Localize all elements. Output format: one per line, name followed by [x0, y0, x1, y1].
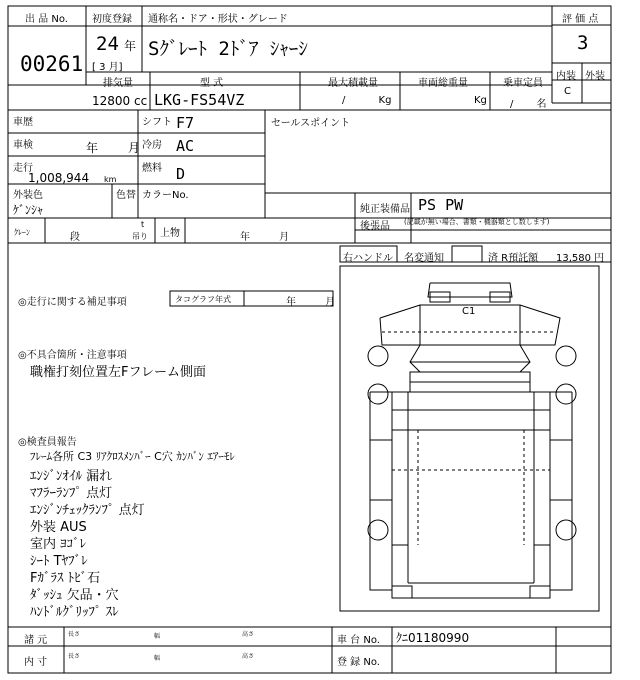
fuel-value: D [176, 165, 186, 183]
interior-height-label: 高さ [242, 653, 255, 660]
inspector-note: Fｶﾞﾗｽ ﾄﾋﾞ石 [30, 571, 101, 586]
tachograph-label: タコグラフ年式 [175, 295, 231, 304]
crane-stages: 段 [70, 232, 80, 243]
interior-length-label: 長さ [68, 653, 81, 660]
color-change-label: 色替 [116, 190, 136, 201]
grade-value: Sｸﾞﾚｰﾄ 2ﾄﾞｱ ｼｬｰｼ [148, 38, 308, 60]
mileage-unit: km [104, 175, 117, 184]
inspector-note: ｼｰﾄ Tﾔﾌﾞﾚ [30, 554, 88, 569]
grade-label: 通称名・ドア・形状・グレード [148, 14, 288, 25]
score-label: 評 価 点 [562, 14, 599, 25]
dims-label: 諸 元 [24, 635, 48, 646]
crane-label: ｸﾚｰﾝ [14, 228, 30, 237]
lot-no: 00261 [20, 52, 84, 76]
score-value: 3 [577, 32, 589, 54]
inspection-label: 車検 [13, 140, 33, 151]
aftermarket-note: (記載が無い場合、書類・機器類とし数します) [404, 218, 550, 226]
equipment-label: 純正装備品 [360, 204, 410, 215]
ac-value: AC [176, 137, 195, 155]
capacity: / 名 [510, 99, 547, 110]
max-load-label: 最大積載量 [328, 78, 378, 89]
chassis-value: ｸﾆ01180990 [396, 631, 470, 645]
exterior-score-label: 外装 [585, 71, 605, 82]
sales-point-label: セールスポイント [271, 118, 351, 129]
recycle-label: 済 R預託額 [488, 253, 539, 264]
mileage: 1,008,944 [28, 171, 90, 185]
displacement-label: 排気量 [103, 78, 133, 89]
model-label: 型 式 [200, 78, 224, 89]
registration-year: 24 [96, 33, 119, 55]
color-code-label: カラーNo. [142, 190, 189, 201]
defect-note: 職権打刻位置左Fフレーム側面 [30, 365, 206, 380]
length-label: 長さ [68, 631, 81, 638]
gross-weight: Kg [474, 95, 487, 106]
inspection-value: 年 月 [86, 141, 140, 155]
body-label: 上物 [160, 228, 180, 239]
inspector-title: ◎検査員報告 [18, 437, 77, 448]
tachograph-value: 年 月 [286, 297, 336, 308]
body-value: 年 月 [240, 232, 290, 243]
capacity-label: 乗車定員 [503, 78, 543, 89]
history-label: 車歴 [13, 117, 33, 128]
interior-dims-label: 内 寸 [24, 657, 48, 668]
fuel-label: 燃料 [142, 163, 162, 174]
shift-label: シフト [142, 117, 172, 128]
registration-no-label: 登 録 No. [337, 657, 380, 668]
width-label: 幅 [154, 633, 161, 640]
inspector-note: 室内 ﾖｺﾞﾚ [30, 537, 87, 552]
ac-label: 冷房 [142, 140, 162, 151]
lot-no-label: 出 品 No. [25, 14, 68, 25]
crane-suspend: 吊り [132, 232, 148, 241]
aftermarket-label: 後張品 [360, 221, 390, 232]
inspector-note: ﾌﾚｰﾑ各所 C3 ﾘｱｸﾛｽﾒﾝﾊﾞｰ C穴 ｶﾝﾊﾞﾝ ｴｱｰﾓﾚ [30, 450, 235, 463]
ext-color-label: 外装色 [13, 190, 43, 201]
inspector-note: ﾏﾌﾗｰﾗﾝﾌﾟ 点灯 [30, 486, 113, 501]
interior-score-label: 内装 [556, 71, 576, 82]
model-value: LKG-FS54VZ [154, 91, 245, 109]
inspector-note: ﾀﾞｯｼｭ 欠品・穴 [30, 588, 119, 603]
equipment-value: PS PW [418, 196, 464, 214]
first-registration-label: 初度登録 [92, 14, 132, 25]
defects-title: ◎不具合箇所・注意事項 [18, 350, 127, 361]
mileage-label: 走行 [13, 163, 33, 174]
name-change-label: 名変通知 [404, 253, 444, 264]
displacement: 12800 cc [92, 94, 148, 108]
inspector-note: ｴﾝｼﾞﾝｵｲﾙ 漏れ [30, 469, 113, 484]
shift-value: F7 [176, 114, 195, 132]
height-label: 高さ [242, 631, 255, 638]
interior-score: C [564, 86, 571, 97]
inspector-note: ｴﾝｼﾞﾝﾁｪｯｸﾗﾝﾌﾟ 点灯 [30, 503, 145, 518]
recycle-value: 13,580 円 [556, 253, 605, 264]
inspector-note: 外装 AUS [30, 520, 87, 535]
ext-color: ｹﾞﾝｼｬ [13, 203, 44, 217]
interior-width-label: 幅 [154, 655, 161, 662]
registration-month: [ 3 月] [92, 62, 123, 73]
max-load: / Kg [342, 95, 392, 106]
gross-weight-label: 車両総重量 [418, 78, 468, 89]
inspector-note: ﾊﾝﾄﾞﾙｸﾞﾘｯﾌﾟ ｽﾚ [30, 605, 119, 620]
driving-title: ◎走行に関する補足事項 [18, 297, 127, 308]
registration-year-unit: 年 [124, 39, 137, 53]
chassis-label: 車 台 No. [337, 635, 380, 646]
steering-badge: 右ハンドル [343, 253, 393, 264]
damage-mark-c1: C1 [462, 306, 476, 317]
crane-tonnage-unit: t [141, 220, 145, 229]
